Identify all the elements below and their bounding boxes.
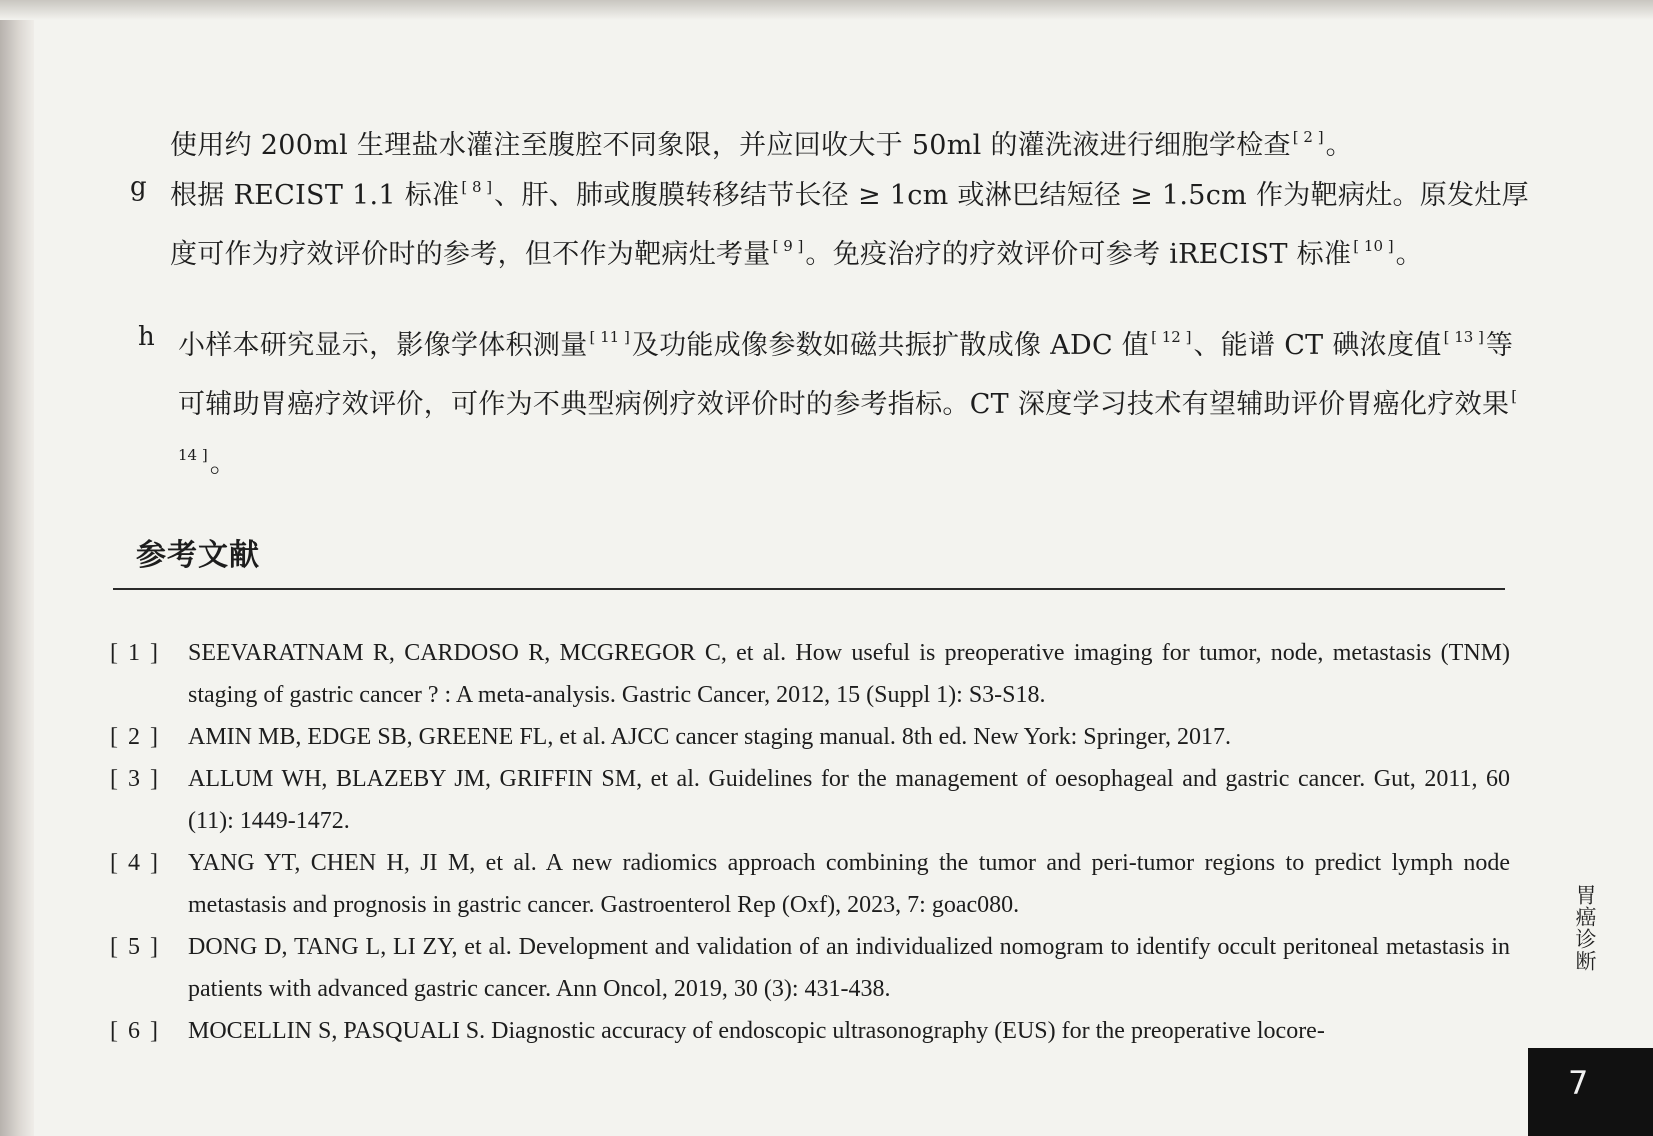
paragraph-text: 使用约 200ml 生理盐水灌注至腹腔不同象限，并应回收大于 50ml 的灌洗液进行细胞学检查	[170, 130, 1291, 161]
references-divider	[113, 588, 1505, 590]
citation: [ 11 ]	[589, 328, 630, 346]
note-text: 。	[1395, 239, 1423, 270]
citation: [ 2 ]	[1292, 128, 1324, 146]
reference-item	[110, 926, 1510, 1010]
reference-item	[110, 842, 1510, 926]
reference-item	[110, 716, 1510, 758]
reference-number: [ 2 ]	[110, 724, 160, 750]
citation: [ 12 ]	[1151, 328, 1192, 346]
note-marker: h	[138, 322, 156, 352]
reference-text: AMIN MB, EDGE SB, GREENE FL, et al. AJCC cancer staging manual. 8th ed. New York: Springer, 2017.	[188, 724, 1231, 750]
reference-text: MOCELLIN S, PASQUALI S. Diagnostic accuracy of endoscopic ultrasonography (EUS) for the preoperative locore-	[188, 1018, 1325, 1044]
page-number: 7	[1568, 1064, 1589, 1102]
note-text: 小样本研究显示，影像学体积测量	[178, 330, 588, 361]
note-text: 根据 RECIST 1.1 标准	[170, 180, 460, 211]
reference-number: [ 3 ]	[110, 766, 160, 792]
chapter-side-tab: 胃癌诊断	[1573, 884, 1597, 972]
reference-number: [ 6 ]	[110, 1018, 160, 1044]
paragraph-end: 。	[1325, 130, 1353, 161]
note-text: 。	[209, 448, 238, 479]
page-number-box	[1528, 1048, 1653, 1136]
reference-text: DONG D, TANG L, LI ZY, et al. Development and validation of an individualized nomogram to identify occult peritoneal metastasis in patients with advanced gastric cancer. Ann Oncol, 2019, 30 (3): 431-438.	[188, 934, 1510, 1002]
note-text: 、肝、肺或腹膜转移结节长径 ≥ 1cm 或淋巴结短径 ≥ 1.5cm 作为靶病灶。原发灶厚度可作为疗效评价时的参考，但不作为靶病灶考量	[170, 180, 1529, 270]
reference-item	[110, 758, 1510, 842]
reference-number: [ 1 ]	[110, 640, 160, 666]
reference-text: SEEVARATNAM R, CARDOSO R, MCGREGOR C, et al. How useful is preoperative imaging for tumor, node, metastasis (TNM) staging of gastric cancer ? : A meta-analysis. Gastric Cancer, 2012, 15 (Suppl 1): S3-S18.	[188, 640, 1510, 708]
reference-list	[110, 632, 1510, 1052]
citation: [ 10 ]	[1353, 237, 1394, 255]
note-text: 。免疫治疗的疗效评价可参考 iRECIST 标准	[805, 239, 1352, 270]
references-heading: 参考文献	[136, 538, 260, 573]
reference-item	[110, 1010, 1510, 1052]
reference-text: YANG YT, CHEN H, JI M, et al. A new radiomics approach combining the tumor and peri-tumor regions to predict lymph node metastasis and prognosis in gastric cancer. Gastroenterol Rep (Oxf), 2023, 7: goac080.	[188, 850, 1510, 918]
citation: [ 8 ]	[461, 178, 493, 196]
note-text: 及功能成像参数如磁共振扩散成像 ADC 值	[631, 330, 1150, 361]
reference-number: [ 4 ]	[110, 850, 160, 876]
citation: [ 9 ]	[772, 237, 804, 255]
note-text: 、能谱 CT 碘浓度值	[1193, 330, 1442, 361]
note-h	[138, 312, 1538, 489]
citation: [ 13 ]	[1443, 328, 1484, 346]
reference-number: [ 5 ]	[110, 934, 160, 960]
note-text: 等可辅助胃癌疗效评价，可作为不典型病例疗效评价时的参考指标。CT 深度学习技术有望辅助评价胃癌化疗效果	[178, 330, 1514, 420]
reference-text: ALLUM WH, BLAZEBY JM, GRIFFIN SM, et al. Guidelines for the management of oesophageal and gastric cancer. Gut, 2011, 60 (11): 1449-1472.	[188, 766, 1510, 834]
citation: [ 14 ]	[178, 387, 1518, 464]
note-g	[130, 162, 1530, 280]
note-marker: g	[130, 172, 147, 202]
reference-item	[110, 632, 1510, 716]
